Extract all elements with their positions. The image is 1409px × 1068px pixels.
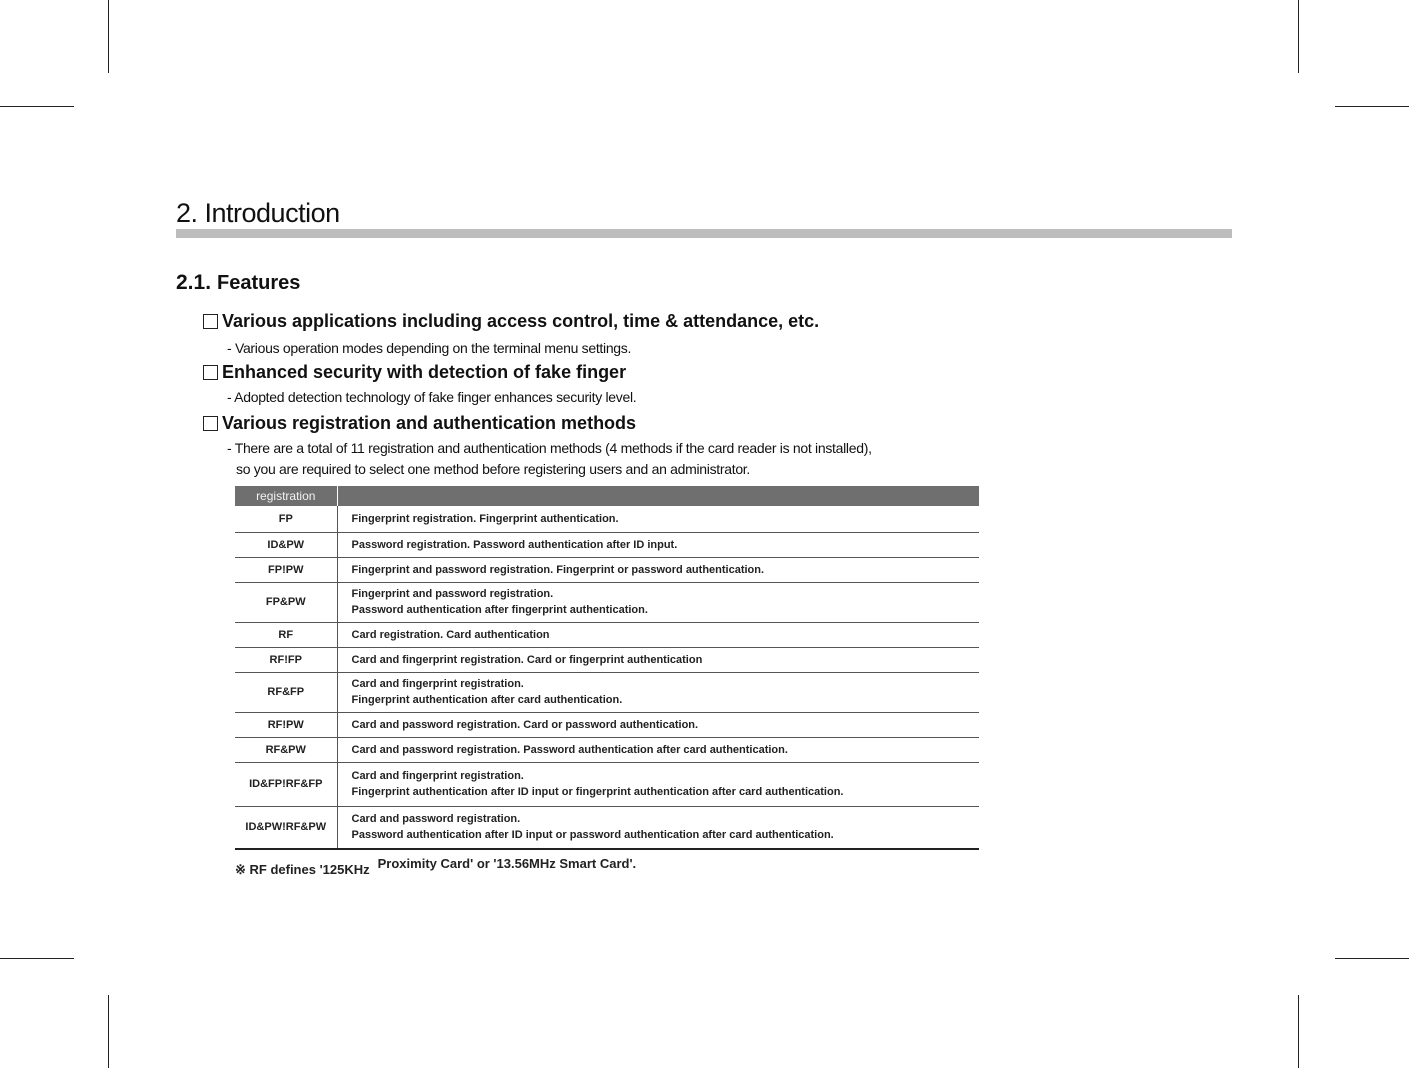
method-description bbox=[337, 506, 979, 532]
method-code: RF bbox=[235, 622, 337, 647]
method-code: RF&FP bbox=[235, 672, 337, 712]
method-code: ID&FP!RF&FP bbox=[235, 762, 337, 806]
table-row bbox=[235, 532, 979, 557]
table-row bbox=[235, 506, 979, 532]
method-description bbox=[337, 712, 979, 737]
crop-mark-bottom-right-horizontal bbox=[1335, 958, 1409, 959]
table-row bbox=[235, 672, 979, 712]
method-description bbox=[337, 672, 979, 712]
table-row bbox=[235, 737, 979, 762]
crop-mark-bottom-left-vertical bbox=[108, 995, 109, 1068]
checkbox-icon bbox=[203, 416, 218, 431]
feature-heading-text: Various applications including access control, time & attendance, etc. bbox=[222, 311, 820, 331]
method-description-line: Password authentication after fingerprint authentication. bbox=[351, 604, 648, 616]
method-description-line: Card and password registration. Password authentication after card authentication. bbox=[351, 743, 788, 756]
method-description-line: Password registration. Password authentication after ID input. bbox=[351, 538, 678, 551]
feature-heading-security bbox=[203, 362, 626, 383]
page-title: 2. Introduction bbox=[176, 198, 340, 228]
crop-mark-top-right-vertical bbox=[1298, 0, 1299, 73]
method-description-line: Card and password registration. Card or password authentication. bbox=[351, 718, 699, 731]
section-title: Features bbox=[217, 272, 301, 294]
crop-mark-bottom-right-vertical bbox=[1298, 995, 1299, 1068]
checkbox-icon bbox=[203, 365, 218, 380]
method-description bbox=[337, 582, 979, 622]
method-description-line: Fingerprint authentication after ID input or fingerprint authentication after card authentication. bbox=[351, 786, 844, 798]
feature-description-applications: - Various operation modes depending on the terminal menu settings. bbox=[227, 340, 632, 356]
table-header-row bbox=[235, 486, 979, 506]
method-description-line: Password authentication after ID input or password authentication after card authentication. bbox=[351, 829, 834, 842]
method-description-line: Card and fingerprint registration. bbox=[351, 678, 524, 690]
section-heading bbox=[176, 268, 300, 296]
method-description bbox=[337, 762, 979, 806]
table-row bbox=[235, 806, 979, 849]
method-description bbox=[337, 622, 979, 647]
feature-heading-text: Various registration and authentication methods bbox=[222, 413, 637, 433]
table-header-description bbox=[337, 486, 979, 506]
method-description-line: Card registration. Card authentication bbox=[351, 628, 550, 641]
table-row bbox=[235, 557, 979, 582]
method-code: RF&PW bbox=[235, 737, 337, 762]
method-description-line: Card and password registration. bbox=[351, 813, 521, 826]
footnote-part1: ※ RF defines '125KHz bbox=[235, 862, 370, 877]
method-description bbox=[337, 557, 979, 582]
methods-table bbox=[235, 486, 979, 850]
feature-description-methods-line2: so you are required to select one method before registering users and an administrator. bbox=[236, 461, 750, 477]
crop-mark-top-left-horizontal bbox=[0, 106, 74, 107]
method-description-line: Fingerprint registration. Fingerprint authentication. bbox=[351, 512, 619, 525]
footnote bbox=[235, 856, 637, 878]
method-code: RF!FP bbox=[235, 647, 337, 672]
method-code: RF!PW bbox=[235, 712, 337, 737]
footnote-part2: Proximity Card' or '13.56MHz Smart Card'. bbox=[377, 856, 637, 871]
feature-description-security: - Adopted detection technology of fake finger enhances security level. bbox=[227, 389, 637, 405]
table-row bbox=[235, 622, 979, 647]
method-description-line: Fingerprint and password registration. bbox=[351, 588, 554, 600]
feature-heading-applications bbox=[203, 311, 819, 332]
method-description bbox=[337, 532, 979, 557]
feature-heading-methods bbox=[203, 413, 636, 434]
method-code: FP bbox=[235, 506, 337, 532]
table-row bbox=[235, 762, 979, 806]
crop-mark-top-left-vertical bbox=[108, 0, 109, 73]
method-description-line: Card and fingerprint registration. bbox=[351, 770, 524, 782]
method-description bbox=[337, 806, 979, 849]
table-header-registration: registration bbox=[235, 486, 337, 506]
method-description bbox=[337, 737, 979, 762]
method-code: FP!PW bbox=[235, 557, 337, 582]
methods-table-body bbox=[235, 506, 979, 849]
table-row bbox=[235, 712, 979, 737]
crop-mark-top-right-horizontal bbox=[1335, 106, 1409, 107]
table-row bbox=[235, 582, 979, 622]
title-underline-bar bbox=[176, 229, 1232, 238]
method-code: ID&PW!RF&PW bbox=[235, 806, 337, 849]
table-row bbox=[235, 647, 979, 672]
section-number: 2.1. bbox=[176, 271, 212, 294]
crop-mark-bottom-left-horizontal bbox=[0, 958, 74, 959]
method-description bbox=[337, 647, 979, 672]
feature-heading-text: Enhanced security with detection of fake finger bbox=[222, 362, 627, 382]
method-code: FP&PW bbox=[235, 582, 337, 622]
method-code: ID&PW bbox=[235, 532, 337, 557]
method-description-line: Card and fingerprint registration. Card or fingerprint authentication bbox=[351, 653, 703, 666]
method-description-line: Fingerprint and password registration. Fingerprint or password authentication. bbox=[351, 563, 765, 576]
method-description-line: Fingerprint authentication after card authentication. bbox=[351, 694, 623, 706]
checkbox-icon bbox=[203, 314, 218, 329]
feature-description-methods-line1: - There are a total of 11 registration and authentication methods (4 methods if the card reader is not installed), bbox=[227, 440, 872, 456]
